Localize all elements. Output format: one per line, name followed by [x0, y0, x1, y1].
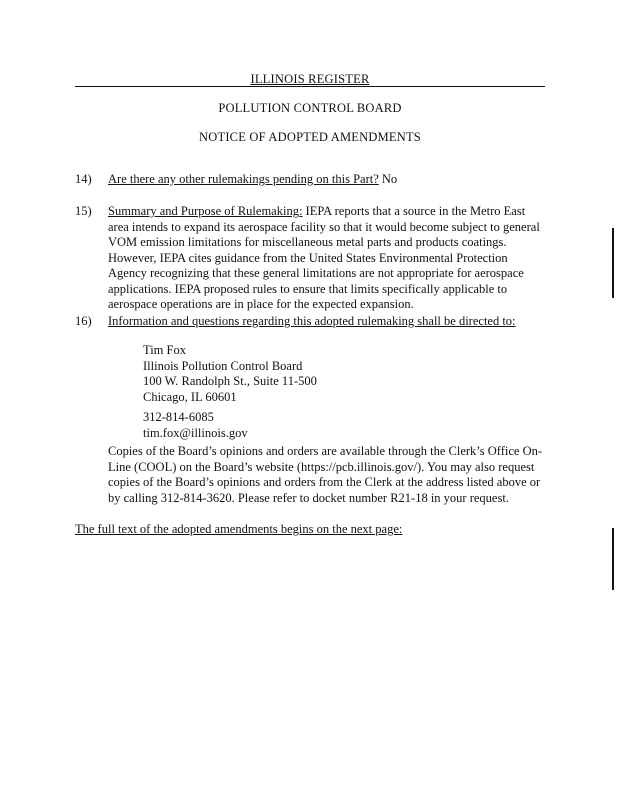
item-body: [108, 204, 545, 313]
item-number: 14): [75, 172, 92, 186]
item-number: 16): [75, 314, 92, 328]
contact-street: 100 W. Randolph St., Suite 11-500: [143, 374, 317, 388]
contact-details: [143, 410, 543, 441]
item-body: [108, 172, 545, 188]
notice-title: NOTICE OF ADOPTED AMENDMENTS: [199, 130, 421, 144]
header-rule: [75, 86, 545, 87]
contact-name: Tim Fox: [143, 343, 186, 357]
contact-email: tim.fox@illinois.gov: [143, 425, 248, 440]
scan-mark: [612, 228, 614, 298]
item-text: No: [381, 172, 398, 186]
item-label: Are there any other rulemakings pending on this Part?: [108, 172, 379, 186]
contact-organization: Illinois Pollution Control Board: [143, 358, 303, 373]
agency-name: POLLUTION CONTROL BOARD: [218, 101, 402, 115]
scan-mark: [612, 528, 614, 590]
copies-paragraph: Copies of the Board’s opinions and orders are available through the Clerk’s Office On-Line (COOL) on the Board’s website (https://pcb.illinois.gov/). You may also request copies of the Board’s opinions and orders from the Clerk at the address listed above or by calling 312-814-3620. Please refer to docket number R21-18 in your request.: [108, 444, 543, 505]
item-label: Summary and Purpose of Rulemaking:: [108, 204, 303, 218]
item-body: [108, 314, 545, 330]
contact-city: Chicago, IL 60601: [143, 389, 237, 404]
register-title: ILLINOIS REGISTER: [250, 72, 370, 86]
item-label: Information and questions regarding this adopted rulemaking shall be directed to:: [108, 314, 516, 328]
item-text: IEPA reports that a source in the Metro East area intends to expand its aerospace facility so that it would become subject to general VOM emission limitations for miscellaneous metal parts and products coatings. However, IEPA cites guidance from the United States Environmental Protection Agency recognizing that these general limitations are not appropriate for aerospace applications. IEPA proposed rules to ensure that limits specifically applicable to aerospace operations are in place for the expected expansion.: [108, 204, 540, 311]
item-number: 15): [75, 204, 92, 218]
contact-address: [143, 343, 543, 405]
full-text-note: The full text of the adopted amendments begins on the next page:: [75, 522, 403, 536]
contact-phone: 312-814-6085: [143, 410, 214, 424]
